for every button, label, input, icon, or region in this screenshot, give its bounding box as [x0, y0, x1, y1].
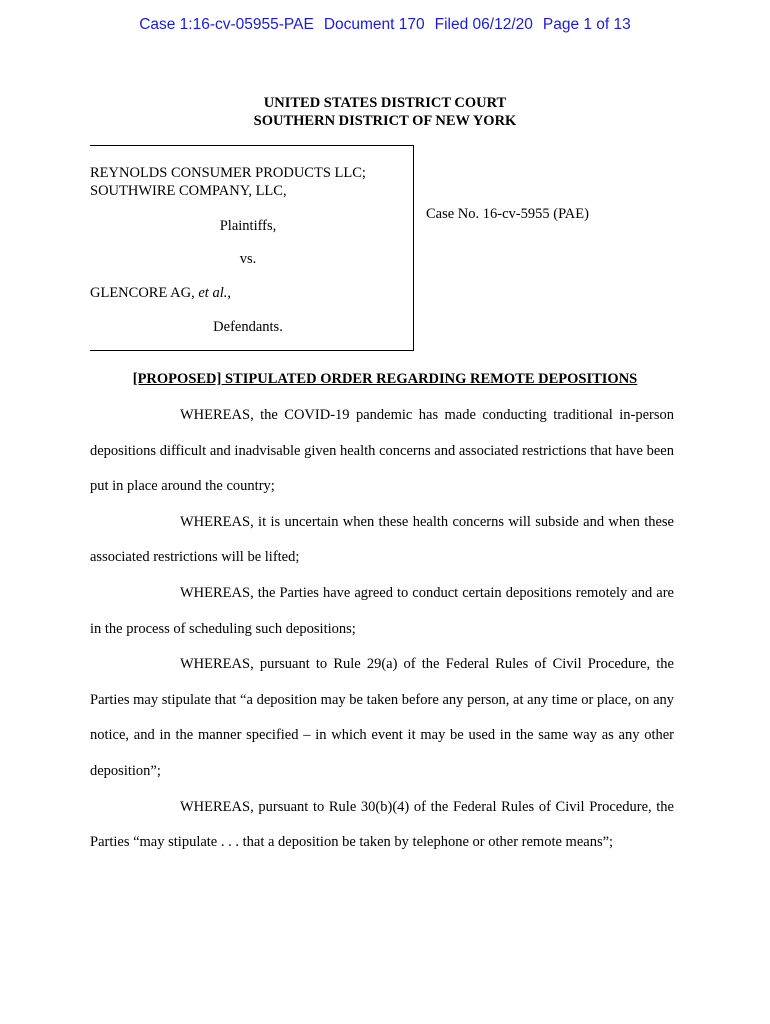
court-heading: [0, 94, 770, 130]
court-district: SOUTHERN DISTRICT OF NEW YORK: [253, 113, 517, 129]
plaintiff-name-1: REYNOLDS CONSUMER PRODUCTS LLC;: [90, 165, 366, 181]
court-name: UNITED STATES DISTRICT COURT: [263, 95, 507, 111]
defendant-name: [90, 285, 231, 302]
versus-label: vs.: [239, 251, 257, 267]
whereas-paragraph-4: WHEREAS, pursuant to Rule 29(a) of the Federal Rules of Civil Procedure, the Parties may stipulate that “a deposition may be taken before any person, at any time or place, on any notice, and in the manner specified – in which event it may be used in the same way as any other deposition”;: [90, 656, 674, 779]
defendant-name-text: GLENCORE AG,: [90, 285, 199, 301]
defendant-et-al: et al.: [198, 285, 228, 301]
defendant-comma: ,: [227, 285, 231, 301]
defendants-label: Defendants.: [213, 319, 283, 335]
whereas-paragraph-3: WHEREAS, the Parties have agreed to conduct certain depositions remotely and are in the process of scheduling such depositions;: [90, 584, 674, 637]
case-number: Case No. 16-cv-5955 (PAE): [426, 206, 589, 222]
whereas-paragraph-2: WHEREAS, it is uncertain when these health concerns will subside and when these associated restrictions will be lifted;: [90, 513, 674, 566]
document-title: [PROPOSED] STIPULATED ORDER REGARDING REMOTE DEPOSITIONS: [132, 371, 638, 387]
ecf-filing-header: [0, 16, 770, 34]
filed-date-stamp: Filed 06/12/20: [434, 16, 533, 33]
document-body: [90, 398, 674, 861]
whereas-paragraph-1: WHEREAS, the COVID-19 pandemic has made conducting traditional in-person depositions difficult and inadvisable given health concerns and associated restrictions that have been put in place around the country;: [90, 407, 674, 495]
case-number-stamp: Case 1:16-cv-05955-PAE: [139, 16, 314, 33]
plaintiffs-names: [90, 164, 366, 200]
whereas-paragraph-5: WHEREAS, pursuant to Rule 30(b)(4) of the Federal Rules of Civil Procedure, the Parties “may stipulate . . . that a deposition be taken by telephone or other remote means”;: [90, 798, 674, 851]
document-number-stamp: Document 170: [323, 16, 425, 33]
case-caption-box: [90, 145, 414, 351]
plaintiff-name-2: SOUTHWIRE COMPANY, LLC,: [90, 183, 287, 199]
plaintiffs-label: Plaintiffs,: [219, 218, 277, 234]
page-number-stamp: Page 1 of 13: [542, 16, 631, 33]
